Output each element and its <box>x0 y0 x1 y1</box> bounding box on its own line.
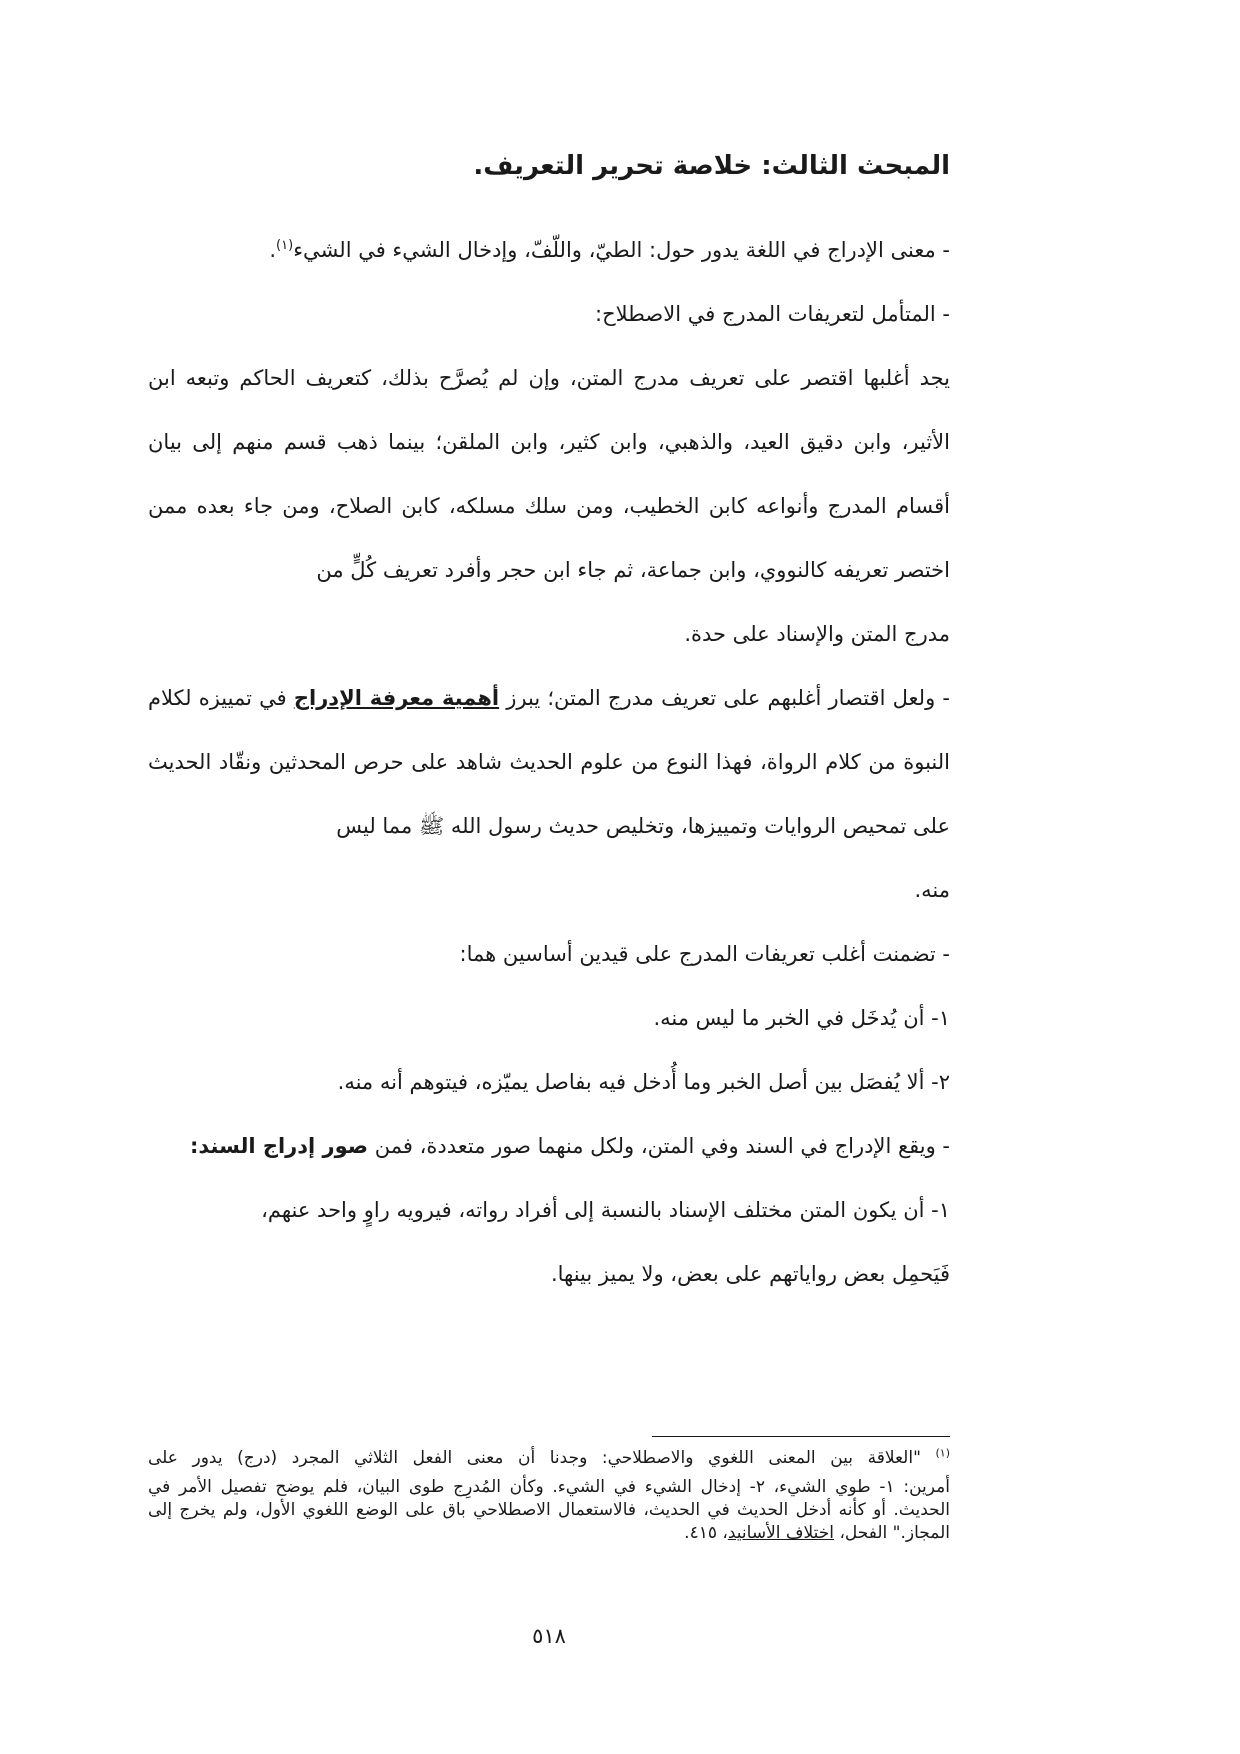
paragraph-text-last-line: مدرج المتن والإسناد على حدة. <box>684 622 950 646</box>
paragraph-text-end: . <box>269 238 277 262</box>
footnote <box>148 1447 950 1545</box>
footnote-text: "العلاقة بين المعنى اللغوي والاصطلاحي: وجدنا أن معنى الفعل الثلاثي المجرد (درج) يدور على <box>148 1448 921 1468</box>
page-number: ٥١٨ <box>532 1624 566 1648</box>
paragraph-text: يجد أغلبها اقتصر على تعريف مدرج المتن، وإن لم يُصرَّح بذلك، كتعريف الحاكم وتبعه ابن الأثير، وابن دقيق العيد، والذهبي، وابن كثير، وابن الملقن؛ بينما ذهب قسم منهم إلى بيان أقسام المدرج وأنواعه كابن الخطيب، ومن سلك مسلكه، كابن الصلاح، ومن جاء بعده ممن اختصر تعريفه كالنووي، وابن جماعة، ثم جاء ابن حجر وأفرد تعريف كُلٍّ من <box>148 366 950 582</box>
paragraph-text: ١- أن يكون المتن مختلف الإسناد بالنسبة إلى أفراد رواته، فيرويه راوٍ واحد عنهم، <box>261 1198 950 1222</box>
paragraph-text-last-line: منه. <box>914 878 950 902</box>
body-text <box>148 218 950 1306</box>
list-item-condition-2: ٢- ألا يُفصَل بين أصل الخبر وما أُدخل فيه بفاصل يميّزه، فيتوهم أنه منه. <box>337 1070 950 1094</box>
footnote-reference[interactable]: (١) <box>276 238 294 253</box>
emphasis-importance: أهمية معرفة الإدراج <box>293 686 500 710</box>
paragraph-text: - ولعل اقتصار أغلبهم على تعريف مدرج المتن؛ يبرز <box>506 686 950 710</box>
paragraph-definitions-analysis <box>148 346 950 666</box>
footnote-divider <box>652 1436 950 1437</box>
section-heading: المبحث الثالث: خلاصة تحرير التعريف. <box>473 151 950 181</box>
paragraph-insertion-types <box>148 1114 950 1178</box>
footnote-rest <box>148 1476 950 1545</box>
footnote-text-continued: أمرين: ١- طوي الشيء، ٢- إدخال الشيء في الشيء. وكأن المُدرِج طوى البيان، فلم يوضح تفصيل الأمر في الحديث. أو كأنه أدخل الحديث في الحديث، فالاستعمال الاصطلاحي باق على الوضع اللغوي الأول، ولم يخرج إلى المجاز." الفحل، <box>148 1477 951 1543</box>
paragraph-conditions-intro: - تضمنت أغلب تعريفات المدرج على قيدين أساسين هما: <box>459 942 950 966</box>
footnote-page-ref: ، ٤١٥. <box>684 1523 728 1543</box>
paragraph-text: - ويقع الإدراج في السند وفي المتن، ولكل منهما صور متعددة، فمن <box>374 1134 950 1158</box>
paragraph-importance <box>148 666 950 922</box>
footnote-first-line <box>148 1447 950 1470</box>
footnote-marker: (١) <box>935 1446 950 1460</box>
paragraph-definition-lang <box>148 218 950 282</box>
emphasis-sanad-forms: صور إدراج السند: <box>189 1134 369 1158</box>
list-item-sanad-form-1 <box>148 1178 950 1306</box>
paragraph-text-continued: في تمييزه لكلام النبوة من كلام الرواة، فهذا النوع من علوم الحديث شاهد على حرص المحدثين ونقّاد الحديث على تمحيص الروايات وتمييزها، وتخليص حديث رسول الله ﷺ مما ليس <box>148 686 950 838</box>
paragraph-definition-term: - المتأمل لتعريفات المدرج في الاصطلاح: <box>595 302 950 326</box>
paragraph-text-last-line: فَيَحمِل بعض رواياتهم على بعض، ولا يميز بينها. <box>550 1262 950 1286</box>
paragraph-text: - معنى الإدراج في اللغة يدور حول: الطيّ، واللّفّ، وإدخال الشيء في الشيء <box>293 238 950 262</box>
list-item-condition-1: ١- أن يُدخَل في الخبر ما ليس منه. <box>653 1006 950 1030</box>
footnote-source-title: اختلاف الأسانيد <box>727 1523 835 1543</box>
document-page <box>148 0 950 1754</box>
